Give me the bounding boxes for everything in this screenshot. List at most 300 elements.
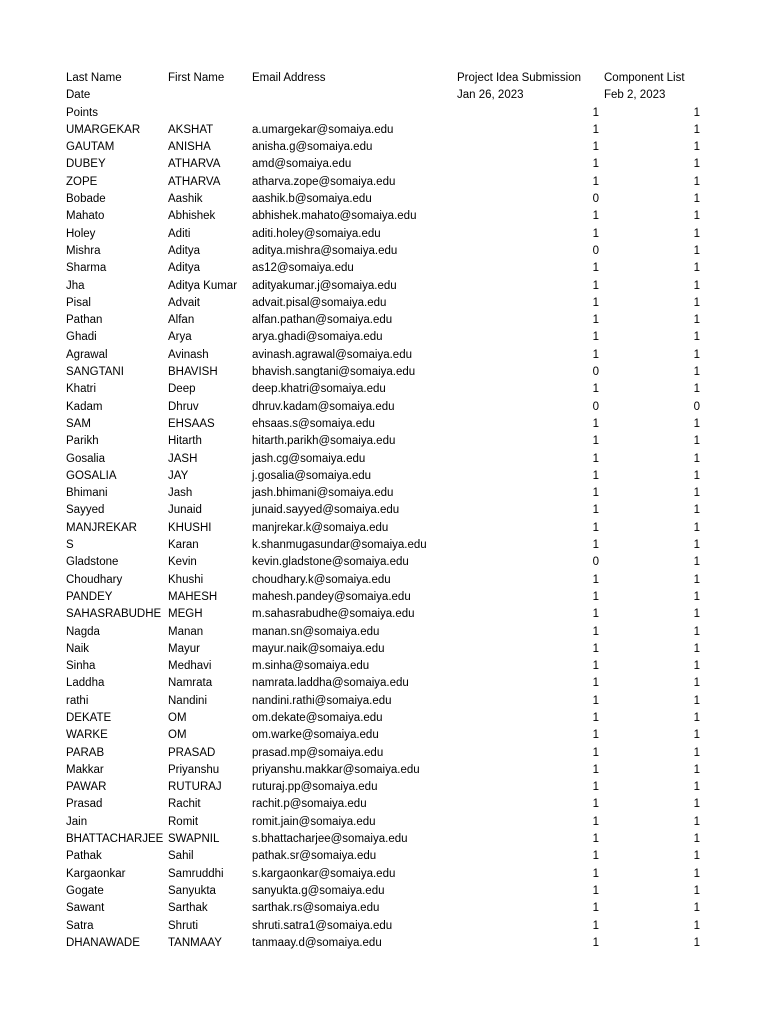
- last-name-cell: Mahato: [66, 210, 105, 223]
- first-name-cell: Abhishek: [168, 210, 216, 223]
- header-project-idea: Project Idea Submission: [457, 72, 582, 84]
- component-score-cell: 1: [693, 262, 700, 275]
- first-name-cell: Namrata: [168, 677, 213, 690]
- table-row: [66, 641, 716, 658]
- first-name-cell: Aditya: [168, 244, 200, 257]
- project-score-cell: 1: [592, 729, 599, 742]
- email-cell: a.umargekar@somaiya.edu: [252, 123, 394, 136]
- last-name-cell: Makkar: [66, 763, 104, 776]
- table-row: [66, 260, 716, 277]
- email-cell: sanyukta.g@somaiya.edu: [252, 884, 385, 897]
- last-name-cell: Choudhary: [66, 573, 123, 586]
- last-name-cell: Pathan: [66, 314, 103, 327]
- table-row: [66, 848, 716, 865]
- email-cell: s.bhattacharjee@somaiya.edu: [252, 833, 408, 846]
- table-row: [66, 520, 716, 537]
- table-row: [66, 451, 716, 468]
- last-name-cell: MANJREKAR: [66, 521, 137, 534]
- component-score-cell: 1: [693, 625, 700, 638]
- email-cell: hitarth.parikh@somaiya.edu: [252, 435, 396, 448]
- component-score-cell: 1: [693, 539, 700, 552]
- last-name-cell: DUBEY: [66, 158, 106, 171]
- project-score-cell: 1: [592, 262, 599, 275]
- last-name-cell: Holey: [66, 227, 96, 240]
- last-name-cell: GOSALIA: [66, 469, 117, 482]
- email-cell: kevin.gladstone@somaiya.edu: [252, 556, 409, 569]
- project-score-cell: 1: [592, 833, 599, 846]
- email-cell: jash.bhimani@somaiya.edu: [252, 487, 394, 500]
- table-row: [66, 399, 716, 416]
- component-score-cell: 1: [693, 694, 700, 707]
- table-row: [66, 416, 716, 433]
- email-cell: priyanshu.makkar@somaiya.edu: [252, 763, 420, 776]
- table-row: [66, 624, 716, 641]
- project-score-cell: 1: [592, 279, 599, 292]
- last-name-cell: Nagda: [66, 625, 100, 638]
- date-label: Date: [66, 89, 91, 102]
- first-name-cell: Aditya: [168, 262, 200, 275]
- email-cell: alfan.pathan@somaiya.edu: [252, 314, 393, 327]
- last-name-cell: Khatri: [66, 383, 97, 396]
- table-row: [66, 866, 716, 883]
- table-row: [66, 918, 716, 935]
- component-score-cell: 1: [693, 227, 700, 240]
- email-cell: manan.sn@somaiya.edu: [252, 625, 380, 638]
- component-score-cell: 1: [693, 452, 700, 465]
- table-row: [66, 900, 716, 917]
- first-name-cell: Rachit: [168, 798, 201, 811]
- first-name-cell: AKSHAT: [168, 123, 214, 136]
- email-cell: ehsaas.s@somaiya.edu: [252, 417, 375, 430]
- component-score-cell: 1: [693, 417, 700, 430]
- last-name-cell: PANDEY: [66, 590, 113, 603]
- component-score-cell: 1: [693, 833, 700, 846]
- project-score-cell: 1: [592, 694, 599, 707]
- project-score-cell: 1: [592, 469, 599, 482]
- header-first-name: First Name: [168, 72, 225, 84]
- email-cell: arya.ghadi@somaiya.edu: [252, 331, 383, 344]
- first-name-cell: JAY: [168, 469, 189, 482]
- first-name-cell: Aditya Kumar: [168, 279, 238, 292]
- email-cell: om.warke@somaiya.edu: [252, 729, 379, 742]
- last-name-cell: Kadam: [66, 400, 103, 413]
- table-row: [66, 485, 716, 502]
- component-score-cell: 1: [693, 711, 700, 724]
- first-name-cell: BHAVISH: [168, 366, 218, 379]
- email-cell: sarthak.rs@somaiya.edu: [252, 902, 380, 915]
- component-score-cell: 1: [693, 867, 700, 880]
- first-name-cell: Khushi: [168, 573, 204, 586]
- email-cell: romit.jain@somaiya.edu: [252, 815, 376, 828]
- last-name-cell: Laddha: [66, 677, 105, 690]
- last-name-cell: Gogate: [66, 884, 104, 897]
- email-cell: aditya.mishra@somaiya.edu: [252, 244, 398, 257]
- first-name-cell: OM: [168, 711, 187, 724]
- header-last-name: Last Name: [66, 72, 122, 84]
- last-name-cell: Mishra: [66, 244, 101, 257]
- first-name-cell: ATHARVA: [168, 175, 221, 188]
- email-cell: nandini.rathi@somaiya.edu: [252, 694, 392, 707]
- project-score-cell: 1: [592, 435, 599, 448]
- email-cell: mayur.naik@somaiya.edu: [252, 642, 385, 655]
- email-cell: anisha.g@somaiya.edu: [252, 141, 373, 154]
- last-name-cell: PARAB: [66, 746, 105, 759]
- first-name-cell: Samruddhi: [168, 867, 224, 880]
- project-score-cell: 1: [592, 539, 599, 552]
- email-cell: tanmaay.d@somaiya.edu: [252, 936, 382, 949]
- table-row: [66, 727, 716, 744]
- table-row: [66, 745, 716, 762]
- first-name-cell: Sarthak: [168, 902, 208, 915]
- email-cell: adityakumar.j@somaiya.edu: [252, 279, 397, 292]
- project-score-cell: 1: [592, 348, 599, 361]
- first-name-cell: Sahil: [168, 850, 194, 863]
- project-score-cell: 1: [592, 452, 599, 465]
- last-name-cell: Sawant: [66, 902, 105, 915]
- project-score-cell: 1: [592, 608, 599, 621]
- table-row: [66, 831, 716, 848]
- first-name-cell: Priyanshu: [168, 763, 220, 776]
- component-score-cell: 1: [693, 815, 700, 828]
- last-name-cell: ZOPE: [66, 175, 98, 188]
- project-score-cell: 1: [592, 763, 599, 776]
- component-score-cell: 1: [693, 798, 700, 811]
- component-score-cell: 1: [693, 123, 700, 136]
- project-score-cell: 1: [592, 677, 599, 690]
- project-score-cell: 1: [592, 850, 599, 863]
- component-score-cell: 1: [693, 504, 700, 517]
- last-name-cell: SAHASRABUDHE: [66, 608, 162, 621]
- first-name-cell: MAHESH: [168, 590, 218, 603]
- grades-sheet: [66, 70, 716, 952]
- component-score-cell: 1: [693, 936, 700, 949]
- first-name-cell: Dhruv: [168, 400, 199, 413]
- project-score-cell: 1: [592, 383, 599, 396]
- first-name-cell: Alfan: [168, 314, 195, 327]
- project-score-cell: 1: [592, 158, 599, 171]
- project-score-cell: 1: [592, 123, 599, 136]
- first-name-cell: Mayur: [168, 642, 200, 655]
- component-score-cell: 1: [693, 487, 700, 500]
- email-cell: deep.khatri@somaiya.edu: [252, 383, 386, 396]
- component-score-cell: 1: [693, 314, 700, 327]
- table-row: [66, 139, 716, 156]
- component-score-cell: 1: [693, 902, 700, 915]
- component-score-cell: 1: [693, 521, 700, 534]
- email-cell: rachit.p@somaiya.edu: [252, 798, 367, 811]
- component-score-cell: 1: [693, 383, 700, 396]
- email-cell: amd@somaiya.edu: [252, 158, 352, 171]
- table-row: [66, 226, 716, 243]
- first-name-cell: Junaid: [168, 504, 202, 517]
- table-row: [66, 606, 716, 623]
- last-name-cell: PAWAR: [66, 781, 107, 794]
- table-row: [66, 364, 716, 381]
- component-points: 1: [693, 106, 700, 119]
- email-cell: manjrekar.k@somaiya.edu: [252, 521, 389, 534]
- last-name-cell: WARKE: [66, 729, 108, 742]
- project-score-cell: 1: [592, 798, 599, 811]
- last-name-cell: Parikh: [66, 435, 99, 448]
- project-score-cell: 1: [592, 902, 599, 915]
- table-row: [66, 381, 716, 398]
- email-cell: choudhary.k@somaiya.edu: [252, 573, 391, 586]
- table-row: [66, 329, 716, 346]
- last-name-cell: Sharma: [66, 262, 107, 275]
- table-row: [66, 347, 716, 364]
- last-name-cell: Jain: [66, 815, 88, 828]
- table-row: [66, 502, 716, 519]
- last-name-cell: Kargaonkar: [66, 867, 126, 880]
- component-score-cell: 1: [693, 279, 700, 292]
- component-score-cell: 1: [693, 677, 700, 690]
- table-row: [66, 433, 716, 450]
- project-score-cell: 1: [592, 746, 599, 759]
- first-name-cell: SWAPNIL: [168, 833, 220, 846]
- email-cell: avinash.agrawal@somaiya.edu: [252, 348, 412, 361]
- component-score-cell: 1: [693, 348, 700, 361]
- project-score-cell: 1: [592, 815, 599, 828]
- email-cell: ruturaj.pp@somaiya.edu: [252, 781, 378, 794]
- project-score-cell: 1: [592, 919, 599, 932]
- last-name-cell: DHANAWADE: [66, 936, 140, 949]
- component-score-cell: 1: [693, 746, 700, 759]
- first-name-cell: Romit: [168, 815, 199, 828]
- project-score-cell: 1: [592, 642, 599, 655]
- email-cell: bhavish.sangtani@somaiya.edu: [252, 366, 416, 379]
- email-cell: dhruv.kadam@somaiya.edu: [252, 400, 395, 413]
- first-name-cell: EHSAAS: [168, 417, 215, 430]
- component-score-cell: 1: [693, 660, 700, 673]
- email-cell: junaid.sayyed@somaiya.edu: [252, 504, 400, 517]
- table-row: [66, 278, 716, 295]
- email-cell: abhishek.mahato@somaiya.edu: [252, 210, 417, 223]
- component-score-cell: 1: [693, 175, 700, 188]
- project-score-cell: 1: [592, 227, 599, 240]
- first-name-cell: KHUSHI: [168, 521, 212, 534]
- first-name-cell: PRASAD: [168, 746, 216, 759]
- first-name-cell: ATHARVA: [168, 158, 221, 171]
- last-name-cell: Pisal: [66, 296, 91, 309]
- student-rows: [66, 122, 716, 952]
- first-name-cell: Deep: [168, 383, 196, 396]
- last-name-cell: UMARGEKAR: [66, 123, 141, 136]
- project-score-cell: 1: [592, 625, 599, 638]
- last-name-cell: Agrawal: [66, 348, 108, 361]
- table-row: [66, 710, 716, 727]
- table-row: [66, 589, 716, 606]
- header-email: Email Address: [252, 72, 326, 84]
- table-row: [66, 658, 716, 675]
- first-name-cell: Advait: [168, 296, 200, 309]
- last-name-cell: SAM: [66, 417, 91, 430]
- first-name-cell: RUTURAJ: [168, 781, 222, 794]
- date-row: [66, 87, 716, 104]
- table-row: [66, 174, 716, 191]
- first-name-cell: Aashik: [168, 193, 203, 206]
- header-row: [66, 70, 716, 87]
- component-score-cell: 0: [693, 400, 700, 413]
- table-row: [66, 554, 716, 571]
- table-row: [66, 191, 716, 208]
- email-cell: jash.cg@somaiya.edu: [252, 452, 366, 465]
- project-score-cell: 0: [592, 400, 599, 413]
- project-score-cell: 1: [592, 417, 599, 430]
- table-row: [66, 312, 716, 329]
- first-name-cell: Medhavi: [168, 660, 212, 673]
- table-row: [66, 693, 716, 710]
- last-name-cell: DEKATE: [66, 711, 112, 724]
- component-score-cell: 1: [693, 763, 700, 776]
- first-name-cell: Manan: [168, 625, 204, 638]
- last-name-cell: Bobade: [66, 193, 106, 206]
- email-cell: mahesh.pandey@somaiya.edu: [252, 590, 411, 603]
- table-row: [66, 537, 716, 554]
- component-score-cell: 1: [693, 469, 700, 482]
- project-score-cell: 1: [592, 141, 599, 154]
- project-score-cell: 1: [592, 867, 599, 880]
- component-score-cell: 1: [693, 435, 700, 448]
- first-name-cell: TANMAAY: [168, 936, 222, 949]
- last-name-cell: Gosalia: [66, 452, 105, 465]
- component-score-cell: 1: [693, 366, 700, 379]
- first-name-cell: Aditi: [168, 227, 191, 240]
- last-name-cell: GAUTAM: [66, 141, 115, 154]
- email-cell: j.gosalia@somaiya.edu: [252, 469, 372, 482]
- project-score-cell: 1: [592, 331, 599, 344]
- component-score-cell: 1: [693, 573, 700, 586]
- email-cell: as12@somaiya.edu: [252, 262, 354, 275]
- project-score-cell: 0: [592, 556, 599, 569]
- table-row: [66, 572, 716, 589]
- project-score-cell: 1: [592, 573, 599, 586]
- table-row: [66, 208, 716, 225]
- component-score-cell: 1: [693, 590, 700, 603]
- project-score-cell: 1: [592, 314, 599, 327]
- component-score-cell: 1: [693, 556, 700, 569]
- last-name-cell: SANGTANI: [66, 366, 124, 379]
- table-row: [66, 122, 716, 139]
- project-score-cell: 0: [592, 193, 599, 206]
- project-score-cell: 1: [592, 884, 599, 897]
- last-name-cell: BHATTACHARJEE: [66, 833, 164, 846]
- email-cell: advait.pisal@somaiya.edu: [252, 296, 387, 309]
- table-row: [66, 883, 716, 900]
- component-date: Feb 2, 2023: [604, 89, 666, 102]
- first-name-cell: Kevin: [168, 556, 197, 569]
- email-cell: om.dekate@somaiya.edu: [252, 711, 383, 724]
- project-score-cell: 1: [592, 175, 599, 188]
- email-cell: atharva.zope@somaiya.edu: [252, 175, 396, 188]
- table-row: [66, 156, 716, 173]
- first-name-cell: OM: [168, 729, 187, 742]
- table-row: [66, 243, 716, 260]
- last-name-cell: rathi: [66, 694, 89, 707]
- last-name-cell: Ghadi: [66, 331, 97, 344]
- table-row: [66, 814, 716, 831]
- last-name-cell: Naik: [66, 642, 90, 655]
- table-row: [66, 796, 716, 813]
- project-score-cell: 1: [592, 296, 599, 309]
- project-score-cell: 1: [592, 487, 599, 500]
- component-score-cell: 1: [693, 608, 700, 621]
- project-score-cell: 1: [592, 781, 599, 794]
- project-points: 1: [592, 106, 599, 119]
- component-score-cell: 1: [693, 244, 700, 257]
- component-score-cell: 1: [693, 729, 700, 742]
- first-name-cell: Arya: [168, 331, 192, 344]
- first-name-cell: Sanyukta: [168, 884, 216, 897]
- first-name-cell: Hitarth: [168, 435, 202, 448]
- component-score-cell: 1: [693, 296, 700, 309]
- first-name-cell: JASH: [168, 452, 198, 465]
- component-score-cell: 1: [693, 193, 700, 206]
- email-cell: m.sinha@somaiya.edu: [252, 660, 370, 673]
- project-score-cell: 1: [592, 504, 599, 517]
- first-name-cell: Avinash: [168, 348, 209, 361]
- table-row: [66, 675, 716, 692]
- component-score-cell: 1: [693, 141, 700, 154]
- project-score-cell: 1: [592, 590, 599, 603]
- email-cell: s.kargaonkar@somaiya.edu: [252, 867, 396, 880]
- component-score-cell: 1: [693, 331, 700, 344]
- header-component-list: Component List: [604, 72, 685, 84]
- email-cell: prasad.mp@somaiya.edu: [252, 746, 384, 759]
- component-score-cell: 1: [693, 884, 700, 897]
- project-score-cell: 1: [592, 711, 599, 724]
- table-row: [66, 935, 716, 952]
- last-name-cell: Jha: [66, 279, 85, 292]
- last-name-cell: Sinha: [66, 660, 96, 673]
- table-row: [66, 779, 716, 796]
- first-name-cell: ANISHA: [168, 141, 211, 154]
- email-cell: pathak.sr@somaiya.edu: [252, 850, 377, 863]
- component-score-cell: 1: [693, 210, 700, 223]
- points-label: Points: [66, 106, 98, 119]
- component-score-cell: 1: [693, 642, 700, 655]
- table-row: [66, 295, 716, 312]
- first-name-cell: Karan: [168, 539, 199, 552]
- email-cell: m.sahasrabudhe@somaiya.edu: [252, 608, 415, 621]
- project-score-cell: 0: [592, 244, 599, 257]
- email-cell: aditi.holey@somaiya.edu: [252, 227, 381, 240]
- last-name-cell: Bhimani: [66, 487, 108, 500]
- points-row: [66, 105, 716, 122]
- component-score-cell: 1: [693, 850, 700, 863]
- project-score-cell: 1: [592, 936, 599, 949]
- first-name-cell: Nandini: [168, 694, 207, 707]
- table-row: [66, 468, 716, 485]
- email-cell: shruti.satra1@somaiya.edu: [252, 919, 393, 932]
- email-cell: namrata.laddha@somaiya.edu: [252, 677, 409, 690]
- last-name-cell: S: [66, 539, 74, 552]
- project-score-cell: 1: [592, 210, 599, 223]
- table-row: [66, 762, 716, 779]
- last-name-cell: Gladstone: [66, 556, 119, 569]
- project-date: Jan 26, 2023: [457, 89, 524, 102]
- project-score-cell: 1: [592, 660, 599, 673]
- email-cell: aashik.b@somaiya.edu: [252, 193, 372, 206]
- component-score-cell: 1: [693, 158, 700, 171]
- component-score-cell: 1: [693, 919, 700, 932]
- last-name-cell: Pathak: [66, 850, 102, 863]
- first-name-cell: Jash: [168, 487, 193, 500]
- last-name-cell: Prasad: [66, 798, 103, 811]
- last-name-cell: Sayyed: [66, 504, 105, 517]
- first-name-cell: Shruti: [168, 919, 199, 932]
- component-score-cell: 1: [693, 781, 700, 794]
- project-score-cell: 0: [592, 366, 599, 379]
